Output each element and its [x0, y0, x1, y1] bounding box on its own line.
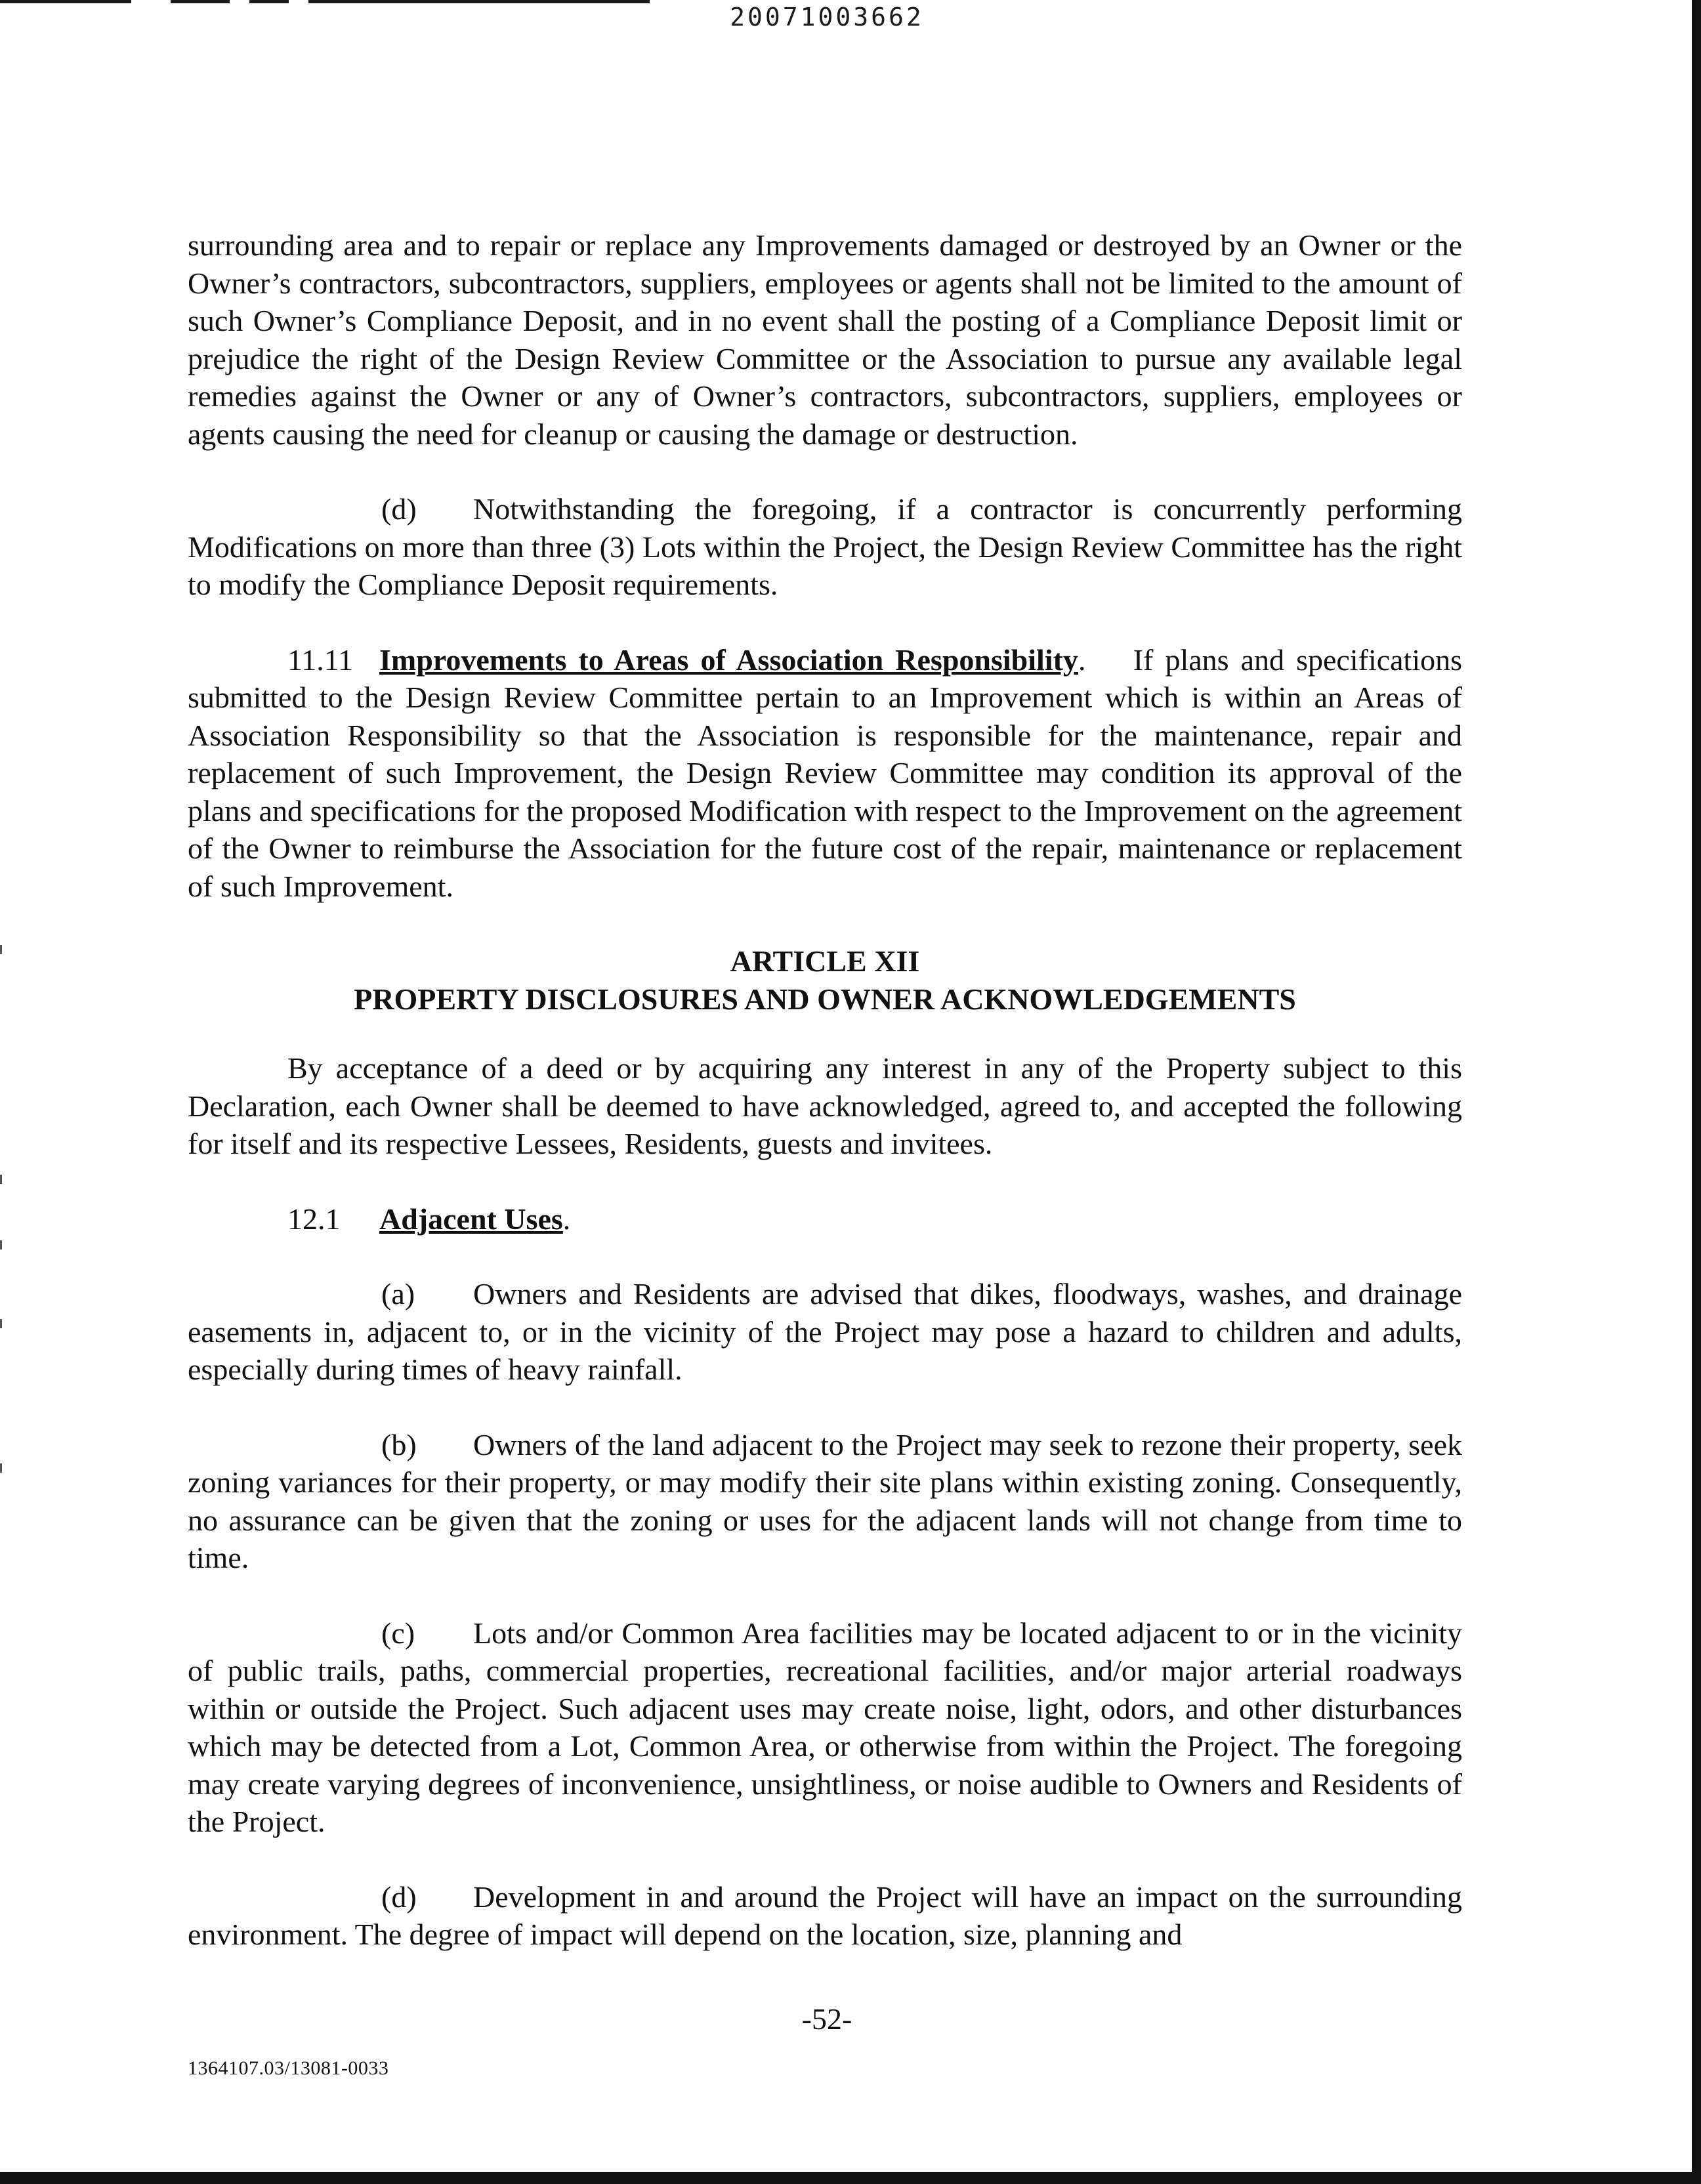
- document-number: 20071003662: [730, 3, 924, 32]
- article-heading: [188, 942, 1462, 1018]
- item-label: (a): [381, 1277, 415, 1311]
- list-item: [188, 1878, 1462, 1954]
- margin-mark: [0, 1175, 2, 1184]
- paragraph-label: (d): [381, 492, 417, 526]
- scan-right-edge: [1692, 0, 1701, 2184]
- section-12-1: 12.1 Adjacent Uses.: [188, 1200, 1462, 1238]
- margin-mark: [0, 1463, 2, 1473]
- document-id: 1364107.03/13081-0033: [188, 2057, 389, 2079]
- section-title: Adjacent Uses: [379, 1202, 563, 1236]
- continuation-paragraph: surrounding area and to repair or replace any Improvements damaged or destroyed by an Owner or the Owner’s contractors, subcontractors, suppliers, employees or agents shall not be limited to the amount of such Owner’s Compliance Deposit, and in no event shall the posting of a Compliance Deposit limit or prejudice the right of the Design Review Committee or the Association to pursue any available legal remedies against the Owner or any of Owner’s contractors, subcontractors, suppliers, employees or agents causing the need for cleanup or causing the damage or destruction.: [188, 228, 1462, 451]
- article-number: ARTICLE XII: [730, 944, 920, 978]
- list-item: [188, 1426, 1462, 1577]
- section-number: 12.1: [287, 1202, 341, 1236]
- paragraph-d-compliance: [188, 490, 1462, 604]
- section-title: Improvements to Areas of Association Responsibility: [379, 642, 1078, 677]
- page-number: -52-: [801, 2002, 852, 2036]
- section-11-11: 11.11 Improvements to Areas of Association Responsibility. If plans and specifications submitted to the Design Review Committee pertain to an Improvement which is within an Areas of Association Responsibility so that the Association is responsible for the maintenance, repair and replacement of such Improvement, the Design Review Committee may condition its approval of the plans and specifications for the proposed Modification with respect to the Improvement on the agreement of the Owner to reimburse the Association for the future cost of the repair, maintenance or replacement of such Improvement.: [188, 641, 1462, 906]
- margin-mark: [0, 1319, 2, 1328]
- page-body: [188, 226, 1462, 1954]
- item-text: Owners of the land adjacent to the Project may seek to rezone their property, seek zoning variances for their property, or may modify their site plans within existing zoning. Consequently, no assurance can be given that the zoning or uses for the adjacent lands will not change from time to time.: [188, 1427, 1462, 1574]
- item-label: (c): [381, 1616, 415, 1650]
- margin-mark: [0, 1240, 2, 1250]
- margin-mark: [0, 945, 2, 954]
- item-text: Development in and around the Project will have an impact on the surrounding environment. The degree of impact will depend on the location, size, planning and: [188, 1880, 1462, 1951]
- section-text: If plans and specifications submitted to the Design Review Committee pertain to an Improvement which is within an Areas of Association Responsibility so that the Association is responsible for the maintenance, repair and replacement of such Improvement, the Design Review Committee may condition its approval of the plans and specifications for the proposed Modification with respect to the Improvement on the agreement of the Owner to reimburse the Association for the future cost of the repair, maintenance or replacement of such Improvement.: [188, 642, 1463, 903]
- article-intro: By acceptance of a deed or by acquiring any interest in any of the Property subject to this Declaration, each Owner shall be deemed to have acknowledged, agreed to, and accepted the following for itself and its respective Lessees, Residents, guests and invitees.: [188, 1051, 1462, 1160]
- section-number: 11.11: [287, 642, 354, 677]
- item-label: (d): [381, 1880, 417, 1914]
- item-text: Lots and/or Common Area facilities may be located adjacent to or in the vicinity of public trails, paths, commercial properties, recreational facilities, and/or major arterial roadways within or outside the Project. Such adjacent uses may create noise, light, odors, and other disturbances which may be detected from a Lot, Common Area, or otherwise from within the Project. The foregoing may create varying degrees of inconvenience, unsightliness, or noise audible to Owners and Residents of the Project.: [188, 1616, 1462, 1838]
- scan-bottom-edge: [0, 2172, 1701, 2184]
- paragraph-text: Notwithstanding the foregoing, if a contractor is concurrently performing Modifications on more than three (3) Lots within the Project, the Design Review Committee has the right to modify the Compliance Deposit requirements.: [188, 492, 1462, 601]
- list-item: [188, 1614, 1462, 1841]
- item-label: (b): [381, 1427, 417, 1461]
- article-title: PROPERTY DISCLOSURES AND OWNER ACKNOWLEDGEMENTS: [354, 982, 1296, 1016]
- list-item: [188, 1275, 1462, 1389]
- item-text: Owners and Residents are advised that dikes, floodways, washes, and drainage easements in, adjacent to, or in the vicinity of the Project may pose a hazard to children and adults, especially during times of heavy rainfall.: [188, 1277, 1462, 1386]
